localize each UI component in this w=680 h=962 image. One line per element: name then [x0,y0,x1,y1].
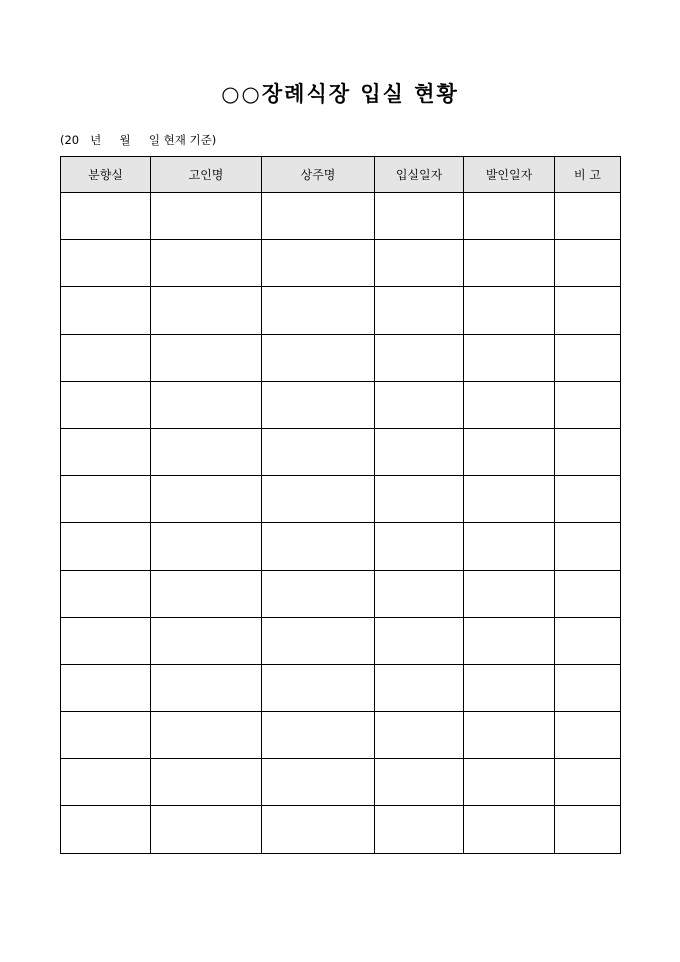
table-cell [555,240,621,287]
table-cell [61,287,151,334]
table-cell [61,806,151,853]
table-cell [262,193,375,240]
table-cell [375,617,464,664]
table-row [61,381,621,428]
header-remarks: 비 고 [555,157,621,193]
table-cell [61,617,151,664]
table-row [61,193,621,240]
table-header-row [61,157,621,193]
table-cell [555,428,621,475]
table-cell [151,712,262,759]
table-row [61,664,621,711]
table-cell [375,712,464,759]
table-cell [375,287,464,334]
table-cell [555,287,621,334]
table-cell [555,523,621,570]
table-cell [555,759,621,806]
table-cell [464,381,555,428]
table-cell [262,240,375,287]
table-cell [375,240,464,287]
table-cell [61,381,151,428]
table-cell [262,617,375,664]
table-cell [375,664,464,711]
table-cell [262,428,375,475]
table-body [61,193,621,854]
table-cell [262,664,375,711]
table-cell [61,240,151,287]
table-cell [61,712,151,759]
table-cell [375,193,464,240]
table-cell [555,334,621,381]
table-row [61,712,621,759]
table-cell [151,381,262,428]
table-cell [375,759,464,806]
table-row [61,334,621,381]
table-cell [151,287,262,334]
table-cell [464,476,555,523]
table-cell [555,806,621,853]
table-row [61,759,621,806]
table-cell [464,193,555,240]
table-cell [151,664,262,711]
table-cell [555,712,621,759]
table-row [61,570,621,617]
table-cell [555,193,621,240]
table-cell [555,617,621,664]
table-cell [151,759,262,806]
table-row [61,476,621,523]
table-cell [375,428,464,475]
room-status-table [60,156,621,854]
table-cell [61,428,151,475]
table-cell [151,570,262,617]
table-cell [555,570,621,617]
table-cell [262,712,375,759]
table-cell [464,806,555,853]
table-cell [375,806,464,853]
table-cell [151,334,262,381]
table-cell [464,664,555,711]
table-row [61,617,621,664]
table-cell [464,759,555,806]
table-cell [555,664,621,711]
header-chief-mourner: 상주명 [262,157,375,193]
table-cell [375,523,464,570]
table-cell [464,570,555,617]
table-cell [464,334,555,381]
table-cell [151,617,262,664]
table-cell [262,381,375,428]
table-cell [464,617,555,664]
table-cell [151,240,262,287]
header-departure-date: 발인일자 [464,157,555,193]
table-cell [375,334,464,381]
table-cell [464,523,555,570]
date-reference-note: (20 년 월 일 현재 기준) [60,133,217,147]
table-cell [61,570,151,617]
table-cell [262,806,375,853]
table-cell [262,287,375,334]
table-cell [61,476,151,523]
table-cell [151,476,262,523]
table-cell [464,287,555,334]
table-row [61,523,621,570]
table-cell [555,381,621,428]
table-cell [61,193,151,240]
header-memorial-room: 분향실 [61,157,151,193]
table-row [61,428,621,475]
table-cell [262,570,375,617]
table-cell [151,523,262,570]
header-admission-date: 입실일자 [375,157,464,193]
header-deceased-name: 고인명 [151,157,262,193]
table-cell [464,240,555,287]
table-cell [151,193,262,240]
table-cell [464,428,555,475]
table-cell [61,523,151,570]
table-cell [61,759,151,806]
table-cell [151,806,262,853]
table-row [61,806,621,853]
table-cell [262,476,375,523]
page-title: ○○장례식장 입실 현황 [221,81,459,106]
table-cell [555,476,621,523]
table-row [61,240,621,287]
table-cell [262,523,375,570]
table-cell [151,428,262,475]
table-row [61,287,621,334]
table-cell [262,759,375,806]
table-cell [375,570,464,617]
table-cell [375,476,464,523]
table-cell [61,334,151,381]
table-cell [262,334,375,381]
table-cell [61,664,151,711]
table-cell [464,712,555,759]
table-cell [375,381,464,428]
